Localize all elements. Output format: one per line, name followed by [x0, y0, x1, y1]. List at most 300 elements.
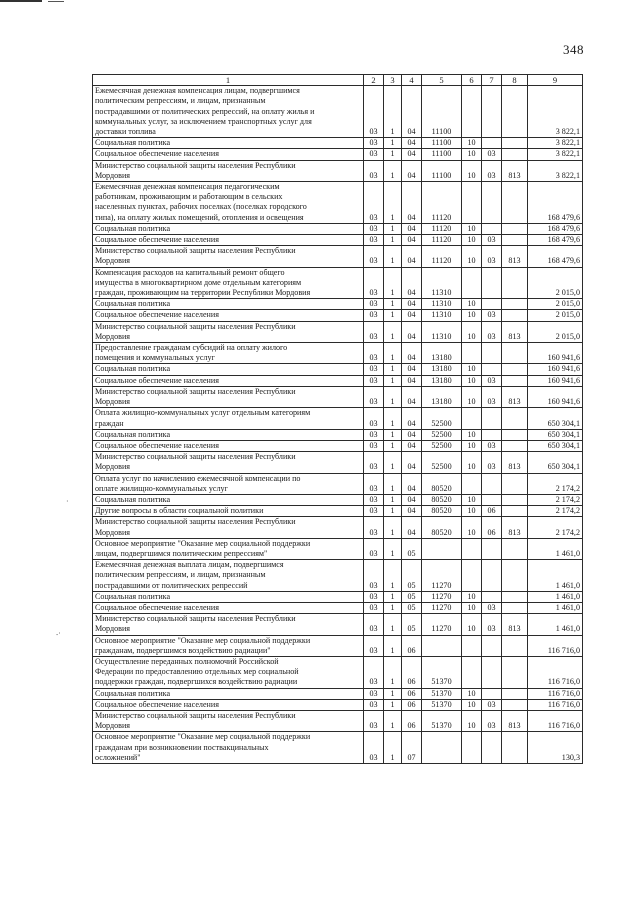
amount-cell: 1 461,0 — [528, 560, 583, 592]
section-code-cell: 10 — [462, 160, 482, 181]
item-name-cell — [93, 710, 364, 731]
item-name-line: Предоставление гражданам субсидий на оплату жилого — [95, 343, 288, 353]
item-name-line: Социальное обеспечение населения — [95, 149, 219, 159]
subprogram-code-cell: 05 — [402, 538, 422, 559]
subprogram-code-cell: 05 — [402, 614, 422, 635]
pr-code-cell: 1 — [384, 494, 402, 505]
item-name-cell — [93, 656, 364, 688]
item-name-cell — [93, 160, 364, 181]
subprogram-code-cell: 04 — [402, 299, 422, 310]
subprogram-code-cell: 04 — [402, 235, 422, 246]
section-code-cell: 10 — [462, 614, 482, 635]
item-name-line: Социальная политика — [95, 591, 171, 601]
rz-code-cell: 03 — [364, 732, 384, 764]
target-code-cell: 52500 — [422, 429, 462, 440]
header-cell: 1 — [93, 75, 364, 86]
item-name-line: Основное мероприятие "Оказание мер социальной поддержки — [95, 538, 311, 548]
subsection-code-cell — [482, 408, 502, 429]
header-cell: 4 — [402, 75, 422, 86]
ministry-code-cell: 813 — [502, 160, 528, 181]
rz-code-cell: 03 — [364, 602, 384, 613]
subsection-code-cell — [482, 429, 502, 440]
rz-code-cell: 03 — [364, 560, 384, 592]
rz-code-cell: 03 — [364, 364, 384, 375]
target-code-cell: 11270 — [422, 560, 462, 592]
amount-cell: 650 304,1 — [528, 408, 583, 429]
item-name-line: Мордовия — [95, 397, 131, 407]
target-code-cell: 11100 — [422, 149, 462, 160]
subprogram-code-cell: 04 — [402, 246, 422, 267]
subprogram-code-cell: 06 — [402, 656, 422, 688]
item-name-line: Министерство социальной защиты населения Республики — [95, 710, 296, 720]
rz-code-cell: 03 — [364, 375, 384, 386]
subprogram-code-cell: 04 — [402, 473, 422, 494]
table-row — [93, 710, 583, 731]
header-cell: 8 — [502, 75, 528, 86]
subprogram-code-cell: 04 — [402, 223, 422, 234]
item-name-line: Министерство социальной защиты населения Республики — [95, 160, 296, 170]
scan-speck: ⸳· — [56, 629, 61, 638]
item-name-line: политическим репрессиям, и лицам, признанным — [95, 570, 266, 580]
amount-cell: 160 941,6 — [528, 364, 583, 375]
item-name-line: Социальное обеспечение населения — [95, 602, 219, 612]
pr-code-cell: 1 — [384, 160, 402, 181]
ministry-code-cell — [502, 560, 528, 592]
subsection-code-cell — [482, 732, 502, 764]
target-code-cell: 52500 — [422, 452, 462, 473]
subprogram-code-cell: 04 — [402, 429, 422, 440]
rz-code-cell: 03 — [364, 160, 384, 181]
table-row — [93, 408, 583, 429]
item-name-cell — [93, 310, 364, 321]
rz-code-cell: 03 — [364, 494, 384, 505]
section-code-cell: 10 — [462, 223, 482, 234]
item-name-cell — [93, 408, 364, 429]
item-name-line: Ежемесячная денежная компенсация педагогическим — [95, 182, 280, 192]
item-name-line: Ежемесячная денежная компенсация лицам, подвергшимся — [95, 86, 300, 96]
table-row — [93, 310, 583, 321]
subprogram-code-cell: 04 — [402, 506, 422, 517]
amount-cell: 116 716,0 — [528, 699, 583, 710]
table-row — [93, 732, 583, 764]
ministry-code-cell — [502, 182, 528, 224]
item-name-line: Оплата услуг по начислению ежемесячной компенсации по — [95, 473, 301, 483]
item-name-line: Социальная политика — [95, 138, 171, 148]
rz-code-cell: 03 — [364, 149, 384, 160]
ministry-code-cell: 813 — [502, 386, 528, 407]
section-code-cell: 10 — [462, 710, 482, 731]
rz-code-cell: 03 — [364, 538, 384, 559]
rz-code-cell: 03 — [364, 235, 384, 246]
ministry-code-cell: 813 — [502, 321, 528, 342]
ministry-code-cell — [502, 538, 528, 559]
target-code-cell: 11120 — [422, 182, 462, 224]
rz-code-cell: 03 — [364, 223, 384, 234]
ministry-code-cell — [502, 440, 528, 451]
table-row — [93, 246, 583, 267]
item-name-cell — [93, 494, 364, 505]
rz-code-cell: 03 — [364, 614, 384, 635]
table-row — [93, 267, 583, 299]
section-code-cell — [462, 538, 482, 559]
subsection-code-cell — [482, 494, 502, 505]
table-row — [93, 375, 583, 386]
item-name-cell — [93, 86, 364, 138]
item-name-cell — [93, 182, 364, 224]
section-code-cell: 10 — [462, 688, 482, 699]
section-code-cell: 10 — [462, 149, 482, 160]
subsection-code-cell: 03 — [482, 160, 502, 181]
section-code-cell — [462, 182, 482, 224]
item-name-cell — [93, 473, 364, 494]
item-name-line: Социальная политика — [95, 494, 171, 504]
ministry-code-cell — [502, 299, 528, 310]
rz-code-cell: 03 — [364, 688, 384, 699]
item-name-cell — [93, 386, 364, 407]
subsection-code-cell: 03 — [482, 310, 502, 321]
rz-code-cell: 03 — [364, 710, 384, 731]
rz-code-cell: 03 — [364, 656, 384, 688]
table-row — [93, 386, 583, 407]
section-code-cell — [462, 635, 482, 656]
item-name-cell — [93, 299, 364, 310]
section-code-cell: 10 — [462, 310, 482, 321]
subprogram-code-cell: 04 — [402, 375, 422, 386]
subsection-code-cell: 03 — [482, 386, 502, 407]
ministry-code-cell — [502, 506, 528, 517]
section-code-cell — [462, 560, 482, 592]
amount-cell: 160 941,6 — [528, 375, 583, 386]
section-code-cell: 10 — [462, 517, 482, 538]
rz-code-cell: 03 — [364, 299, 384, 310]
rz-code-cell: 03 — [364, 310, 384, 321]
target-code-cell: 11310 — [422, 267, 462, 299]
pr-code-cell: 1 — [384, 235, 402, 246]
pr-code-cell: 1 — [384, 538, 402, 559]
item-name-cell — [93, 699, 364, 710]
table-row — [93, 506, 583, 517]
amount-cell: 1 461,0 — [528, 591, 583, 602]
pr-code-cell: 1 — [384, 710, 402, 731]
item-name-cell — [93, 591, 364, 602]
target-code-cell: 52500 — [422, 440, 462, 451]
subprogram-code-cell: 07 — [402, 732, 422, 764]
pr-code-cell: 1 — [384, 517, 402, 538]
rz-code-cell: 03 — [364, 440, 384, 451]
item-name-cell — [93, 235, 364, 246]
item-name-cell — [93, 560, 364, 592]
item-name-cell — [93, 364, 364, 375]
item-name-line: гражданам, подвергшимся воздействию радиации" — [95, 645, 271, 655]
amount-cell: 168 479,6 — [528, 182, 583, 224]
table-row — [93, 343, 583, 364]
item-name-line: доставки топлива — [95, 127, 156, 137]
amount-cell: 2 174,2 — [528, 494, 583, 505]
item-name-line: пострадавшими от политических репрессий, на оплату жилья и — [95, 106, 315, 116]
header-cell: 5 — [422, 75, 462, 86]
ministry-code-cell — [502, 732, 528, 764]
pr-code-cell: 1 — [384, 408, 402, 429]
rz-code-cell: 03 — [364, 699, 384, 710]
table-row — [93, 635, 583, 656]
amount-cell: 650 304,1 — [528, 429, 583, 440]
rz-code-cell: 03 — [364, 506, 384, 517]
section-code-cell: 10 — [462, 506, 482, 517]
target-code-cell: 13180 — [422, 375, 462, 386]
item-name-line: Социальная политика — [95, 299, 171, 309]
ministry-code-cell: 813 — [502, 710, 528, 731]
subsection-code-cell: 03 — [482, 710, 502, 731]
item-name-line: имущества в многоквартирном доме отдельным категориям — [95, 277, 302, 287]
amount-cell: 116 716,0 — [528, 635, 583, 656]
target-code-cell — [422, 635, 462, 656]
item-name-line: Мордовия — [95, 527, 131, 537]
subprogram-code-cell: 04 — [402, 408, 422, 429]
subprogram-code-cell: 04 — [402, 182, 422, 224]
rz-code-cell: 03 — [364, 343, 384, 364]
table-row — [93, 440, 583, 451]
section-code-cell: 10 — [462, 452, 482, 473]
pr-code-cell: 1 — [384, 343, 402, 364]
pr-code-cell: 1 — [384, 732, 402, 764]
subsection-code-cell: 03 — [482, 440, 502, 451]
rz-code-cell: 03 — [364, 473, 384, 494]
rz-code-cell: 03 — [364, 182, 384, 224]
amount-cell: 650 304,1 — [528, 452, 583, 473]
item-name-line: Мордовия — [95, 624, 131, 634]
subsection-code-cell: 03 — [482, 452, 502, 473]
item-name-line: оплате жилищно-коммунальных услуг — [95, 483, 228, 493]
section-code-cell: 10 — [462, 440, 482, 451]
budget-table — [92, 74, 583, 764]
subsection-code-cell: 03 — [482, 614, 502, 635]
item-name-line: Социальная политика — [95, 364, 171, 374]
item-name-cell — [93, 138, 364, 149]
item-name-line: пострадавшими от политических репрессий — [95, 580, 248, 590]
header-row — [93, 75, 583, 86]
subprogram-code-cell: 04 — [402, 149, 422, 160]
section-code-cell: 10 — [462, 375, 482, 386]
header-cell: 3 — [384, 75, 402, 86]
subsection-code-cell: 03 — [482, 235, 502, 246]
subsection-code-cell — [482, 635, 502, 656]
table-row — [93, 473, 583, 494]
target-code-cell: 13180 — [422, 364, 462, 375]
ministry-code-cell: 813 — [502, 246, 528, 267]
item-name-cell — [93, 343, 364, 364]
item-name-line: Социальное обеспечение населения — [95, 375, 219, 385]
section-code-cell: 10 — [462, 602, 482, 613]
item-name-line: лицам, подвергшимся политическим репрессиям" — [95, 548, 268, 558]
target-code-cell: 11120 — [422, 246, 462, 267]
pr-code-cell: 1 — [384, 364, 402, 375]
target-code-cell: 80520 — [422, 506, 462, 517]
amount-cell: 1 461,0 — [528, 614, 583, 635]
table-row — [93, 699, 583, 710]
ministry-code-cell — [502, 267, 528, 299]
subsection-code-cell: 06 — [482, 506, 502, 517]
subprogram-code-cell: 05 — [402, 591, 422, 602]
target-code-cell: 11100 — [422, 86, 462, 138]
item-name-cell — [93, 506, 364, 517]
pr-code-cell: 1 — [384, 635, 402, 656]
rz-code-cell: 03 — [364, 86, 384, 138]
ministry-code-cell — [502, 235, 528, 246]
pr-code-cell: 1 — [384, 86, 402, 138]
section-code-cell: 10 — [462, 591, 482, 602]
target-code-cell: 51370 — [422, 688, 462, 699]
subsection-code-cell: 03 — [482, 149, 502, 160]
section-code-cell — [462, 473, 482, 494]
table-row — [93, 235, 583, 246]
pr-code-cell: 1 — [384, 223, 402, 234]
subprogram-code-cell: 04 — [402, 343, 422, 364]
amount-cell: 3 822,1 — [528, 138, 583, 149]
amount-cell: 3 822,1 — [528, 86, 583, 138]
target-code-cell: 80520 — [422, 494, 462, 505]
target-code-cell: 11120 — [422, 235, 462, 246]
subprogram-code-cell: 04 — [402, 138, 422, 149]
ministry-code-cell — [502, 591, 528, 602]
amount-cell: 2 174,2 — [528, 517, 583, 538]
pr-code-cell: 1 — [384, 386, 402, 407]
amount-cell: 3 822,1 — [528, 160, 583, 181]
ministry-code-cell — [502, 343, 528, 364]
rz-code-cell: 03 — [364, 386, 384, 407]
ministry-code-cell — [502, 223, 528, 234]
ministry-code-cell — [502, 86, 528, 138]
subsection-code-cell: 03 — [482, 699, 502, 710]
subprogram-code-cell: 04 — [402, 386, 422, 407]
amount-cell: 168 479,6 — [528, 246, 583, 267]
amount-cell: 168 479,6 — [528, 223, 583, 234]
item-name-line: Министерство социальной защиты населения Республики — [95, 386, 296, 396]
item-name-line: Социальное обеспечение населения — [95, 310, 219, 320]
pr-code-cell: 1 — [384, 267, 402, 299]
table-row — [93, 452, 583, 473]
item-name-line: Министерство социальной защиты населения Республики — [95, 246, 296, 256]
section-code-cell — [462, 267, 482, 299]
scan-speck: · — [66, 497, 69, 506]
pr-code-cell: 1 — [384, 591, 402, 602]
subsection-code-cell — [482, 267, 502, 299]
section-code-cell — [462, 732, 482, 764]
table-row — [93, 688, 583, 699]
item-name-line: Социальное обеспечение населения — [95, 699, 219, 709]
pr-code-cell: 1 — [384, 375, 402, 386]
item-name-line: Мордовия — [95, 721, 131, 731]
item-name-cell — [93, 440, 364, 451]
ministry-code-cell — [502, 656, 528, 688]
subprogram-code-cell: 04 — [402, 160, 422, 181]
item-name-line: Ежемесячная денежная выплата лицам, подвергшимся — [95, 560, 284, 570]
target-code-cell: 11270 — [422, 591, 462, 602]
section-code-cell: 10 — [462, 364, 482, 375]
subprogram-code-cell: 04 — [402, 440, 422, 451]
item-name-cell — [93, 732, 364, 764]
target-code-cell: 11270 — [422, 602, 462, 613]
pr-code-cell: 1 — [384, 452, 402, 473]
amount-cell: 160 941,6 — [528, 386, 583, 407]
subprogram-code-cell: 04 — [402, 310, 422, 321]
pr-code-cell: 1 — [384, 656, 402, 688]
subprogram-code-cell: 04 — [402, 321, 422, 342]
subprogram-code-cell: 05 — [402, 560, 422, 592]
subsection-code-cell — [482, 560, 502, 592]
ministry-code-cell — [502, 473, 528, 494]
item-name-line: Другие вопросы в области социальной политики — [95, 506, 264, 516]
subsection-code-cell: 03 — [482, 321, 502, 342]
table-row — [93, 149, 583, 160]
header-cell: 6 — [462, 75, 482, 86]
amount-cell: 168 479,6 — [528, 235, 583, 246]
subsection-code-cell — [482, 299, 502, 310]
section-code-cell: 10 — [462, 699, 482, 710]
amount-cell: 160 941,6 — [528, 343, 583, 364]
subsection-code-cell — [482, 688, 502, 699]
pr-code-cell: 1 — [384, 688, 402, 699]
ministry-code-cell — [502, 149, 528, 160]
target-code-cell: 51370 — [422, 710, 462, 731]
subsection-code-cell — [482, 656, 502, 688]
target-code-cell — [422, 538, 462, 559]
item-name-line: Социальная политика — [95, 223, 171, 233]
header-cell: 2 — [364, 75, 384, 86]
page-number: 348 — [563, 42, 584, 57]
section-code-cell: 10 — [462, 299, 482, 310]
target-code-cell: 11100 — [422, 138, 462, 149]
section-code-cell — [462, 86, 482, 138]
pr-code-cell: 1 — [384, 506, 402, 517]
table-row — [93, 602, 583, 613]
item-name-line: поддержки граждан, подвергшихся воздействию радиации — [95, 677, 298, 687]
amount-cell: 2 174,2 — [528, 473, 583, 494]
item-name-line: Федерации по предоставлению отдельных мер социальной — [95, 667, 299, 677]
ministry-code-cell: 813 — [502, 614, 528, 635]
subprogram-code-cell: 06 — [402, 710, 422, 731]
pr-code-cell: 1 — [384, 246, 402, 267]
target-code-cell: 80520 — [422, 473, 462, 494]
pr-code-cell: 1 — [384, 473, 402, 494]
item-name-cell — [93, 223, 364, 234]
subsection-code-cell: 06 — [482, 517, 502, 538]
section-code-cell: 10 — [462, 429, 482, 440]
item-name-line: Министерство социальной защиты населения Республики — [95, 452, 296, 462]
table-row — [93, 160, 583, 181]
item-name-line: Оплата жилищно-коммунальных услуг отдельным категориям — [95, 408, 311, 418]
ministry-code-cell — [502, 602, 528, 613]
item-name-cell — [93, 688, 364, 699]
ministry-code-cell — [502, 494, 528, 505]
table-row — [93, 614, 583, 635]
table-row — [93, 223, 583, 234]
section-code-cell: 10 — [462, 138, 482, 149]
item-name-line: Социальная политика — [95, 688, 171, 698]
item-name-cell — [93, 614, 364, 635]
item-name-line: политическим репрессиям, и лицам, признанным — [95, 96, 266, 106]
rz-code-cell: 03 — [364, 321, 384, 342]
pr-code-cell: 1 — [384, 182, 402, 224]
item-name-line: Министерство социальной защиты населения Республики — [95, 517, 296, 527]
rz-code-cell: 03 — [364, 267, 384, 299]
target-code-cell: 80520 — [422, 517, 462, 538]
section-code-cell — [462, 343, 482, 364]
item-name-line: Мордовия — [95, 256, 131, 266]
section-code-cell: 10 — [462, 321, 482, 342]
item-name-line: граждан, проживающим на территории Республики Мордовия — [95, 288, 311, 298]
subprogram-code-cell: 04 — [402, 86, 422, 138]
section-code-cell: 10 — [462, 246, 482, 267]
